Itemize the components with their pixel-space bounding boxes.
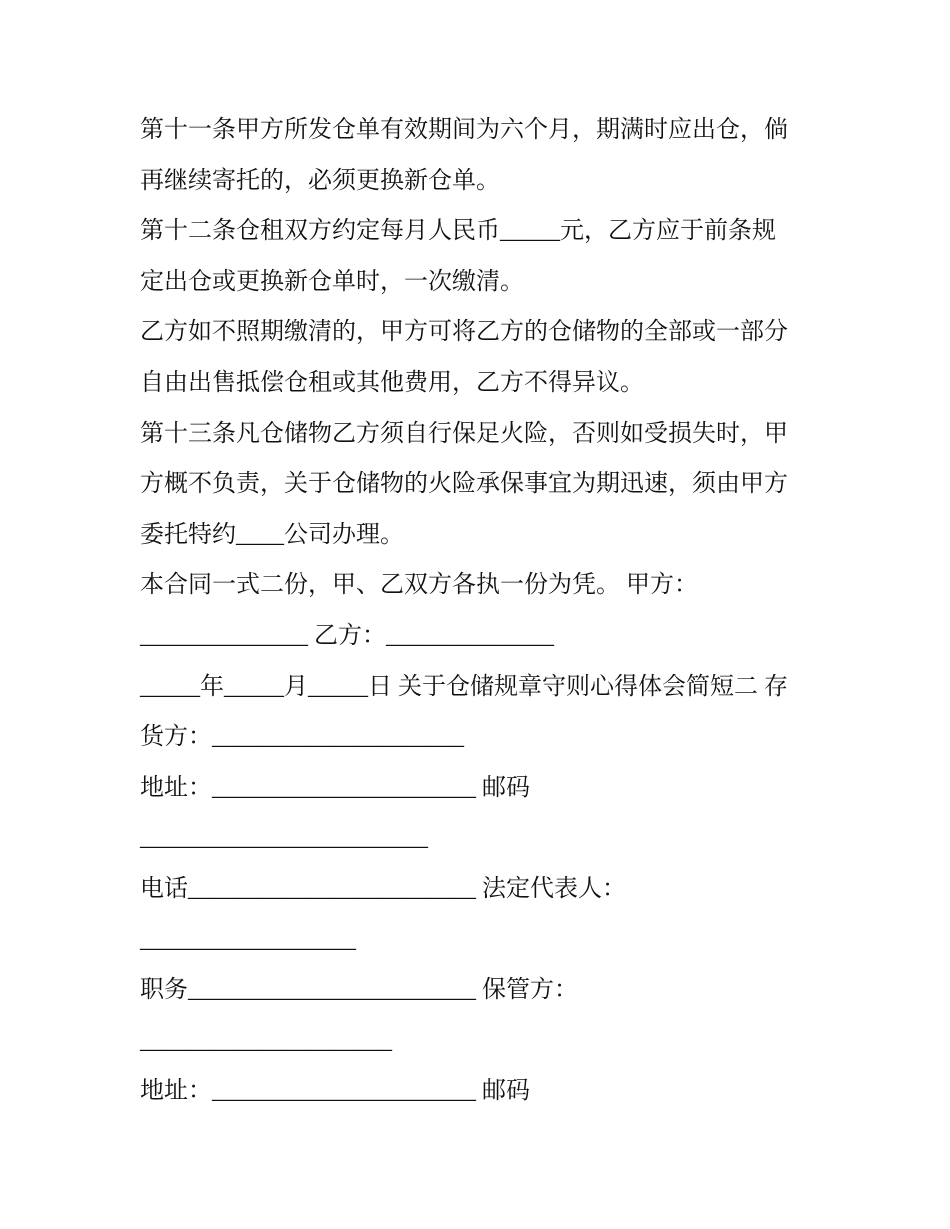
position-line: 职务________________________ 保管方： [140,977,578,1004]
postcode-blank: ________________________ [140,825,428,852]
text-line: 自由出售抵偿仓租或其他费用，乙方不得异议。 [140,369,644,396]
representative-blank: __________________ [140,926,356,953]
text-line: 方概不负责，关于仓储物的火险承保事宜为期迅速，须由甲方 [140,471,788,498]
address-line: 地址：______________________ 邮码 [140,774,530,801]
text-line: 委托特约____公司办理。 [140,521,404,548]
text-line: 乙方如不照期缴清的，甲方可将乙方的仓储物的全部或一部分 [140,319,788,346]
phone-line: 电话________________________ 法定代表人： [140,875,626,902]
date-line: _____年_____月_____日 关于仓储规章守则心得体会简短二 存 [140,673,788,700]
text-line: 再继续寄托的，必须更换新仓单。 [140,167,500,194]
document-page [140,110,840,1122]
address-line: 地址：______________________ 邮码 [140,1078,530,1105]
signature-line: ______________ 乙方：______________ [140,622,554,649]
custodian-blank: _____________________ [140,1027,392,1054]
text-line: 本合同一式二份，甲、乙双方各执一份为凭。 甲方： [140,572,698,599]
text-line: 第十一条甲方所发仓单有效期间为六个月，期满时应出仓，倘 [140,117,788,143]
text-line: 定出仓或更换新仓单时，一次缴清。 [140,268,524,295]
depositor-line: 货方：_____________________ [140,724,464,751]
text-line: 第十二条仓租双方约定每月人民币_____元，乙方应于前条规 [140,218,776,245]
text-line: 第十三条凡仓储物乙方须自行保足火险，否则如受损失时，甲 [140,420,788,447]
